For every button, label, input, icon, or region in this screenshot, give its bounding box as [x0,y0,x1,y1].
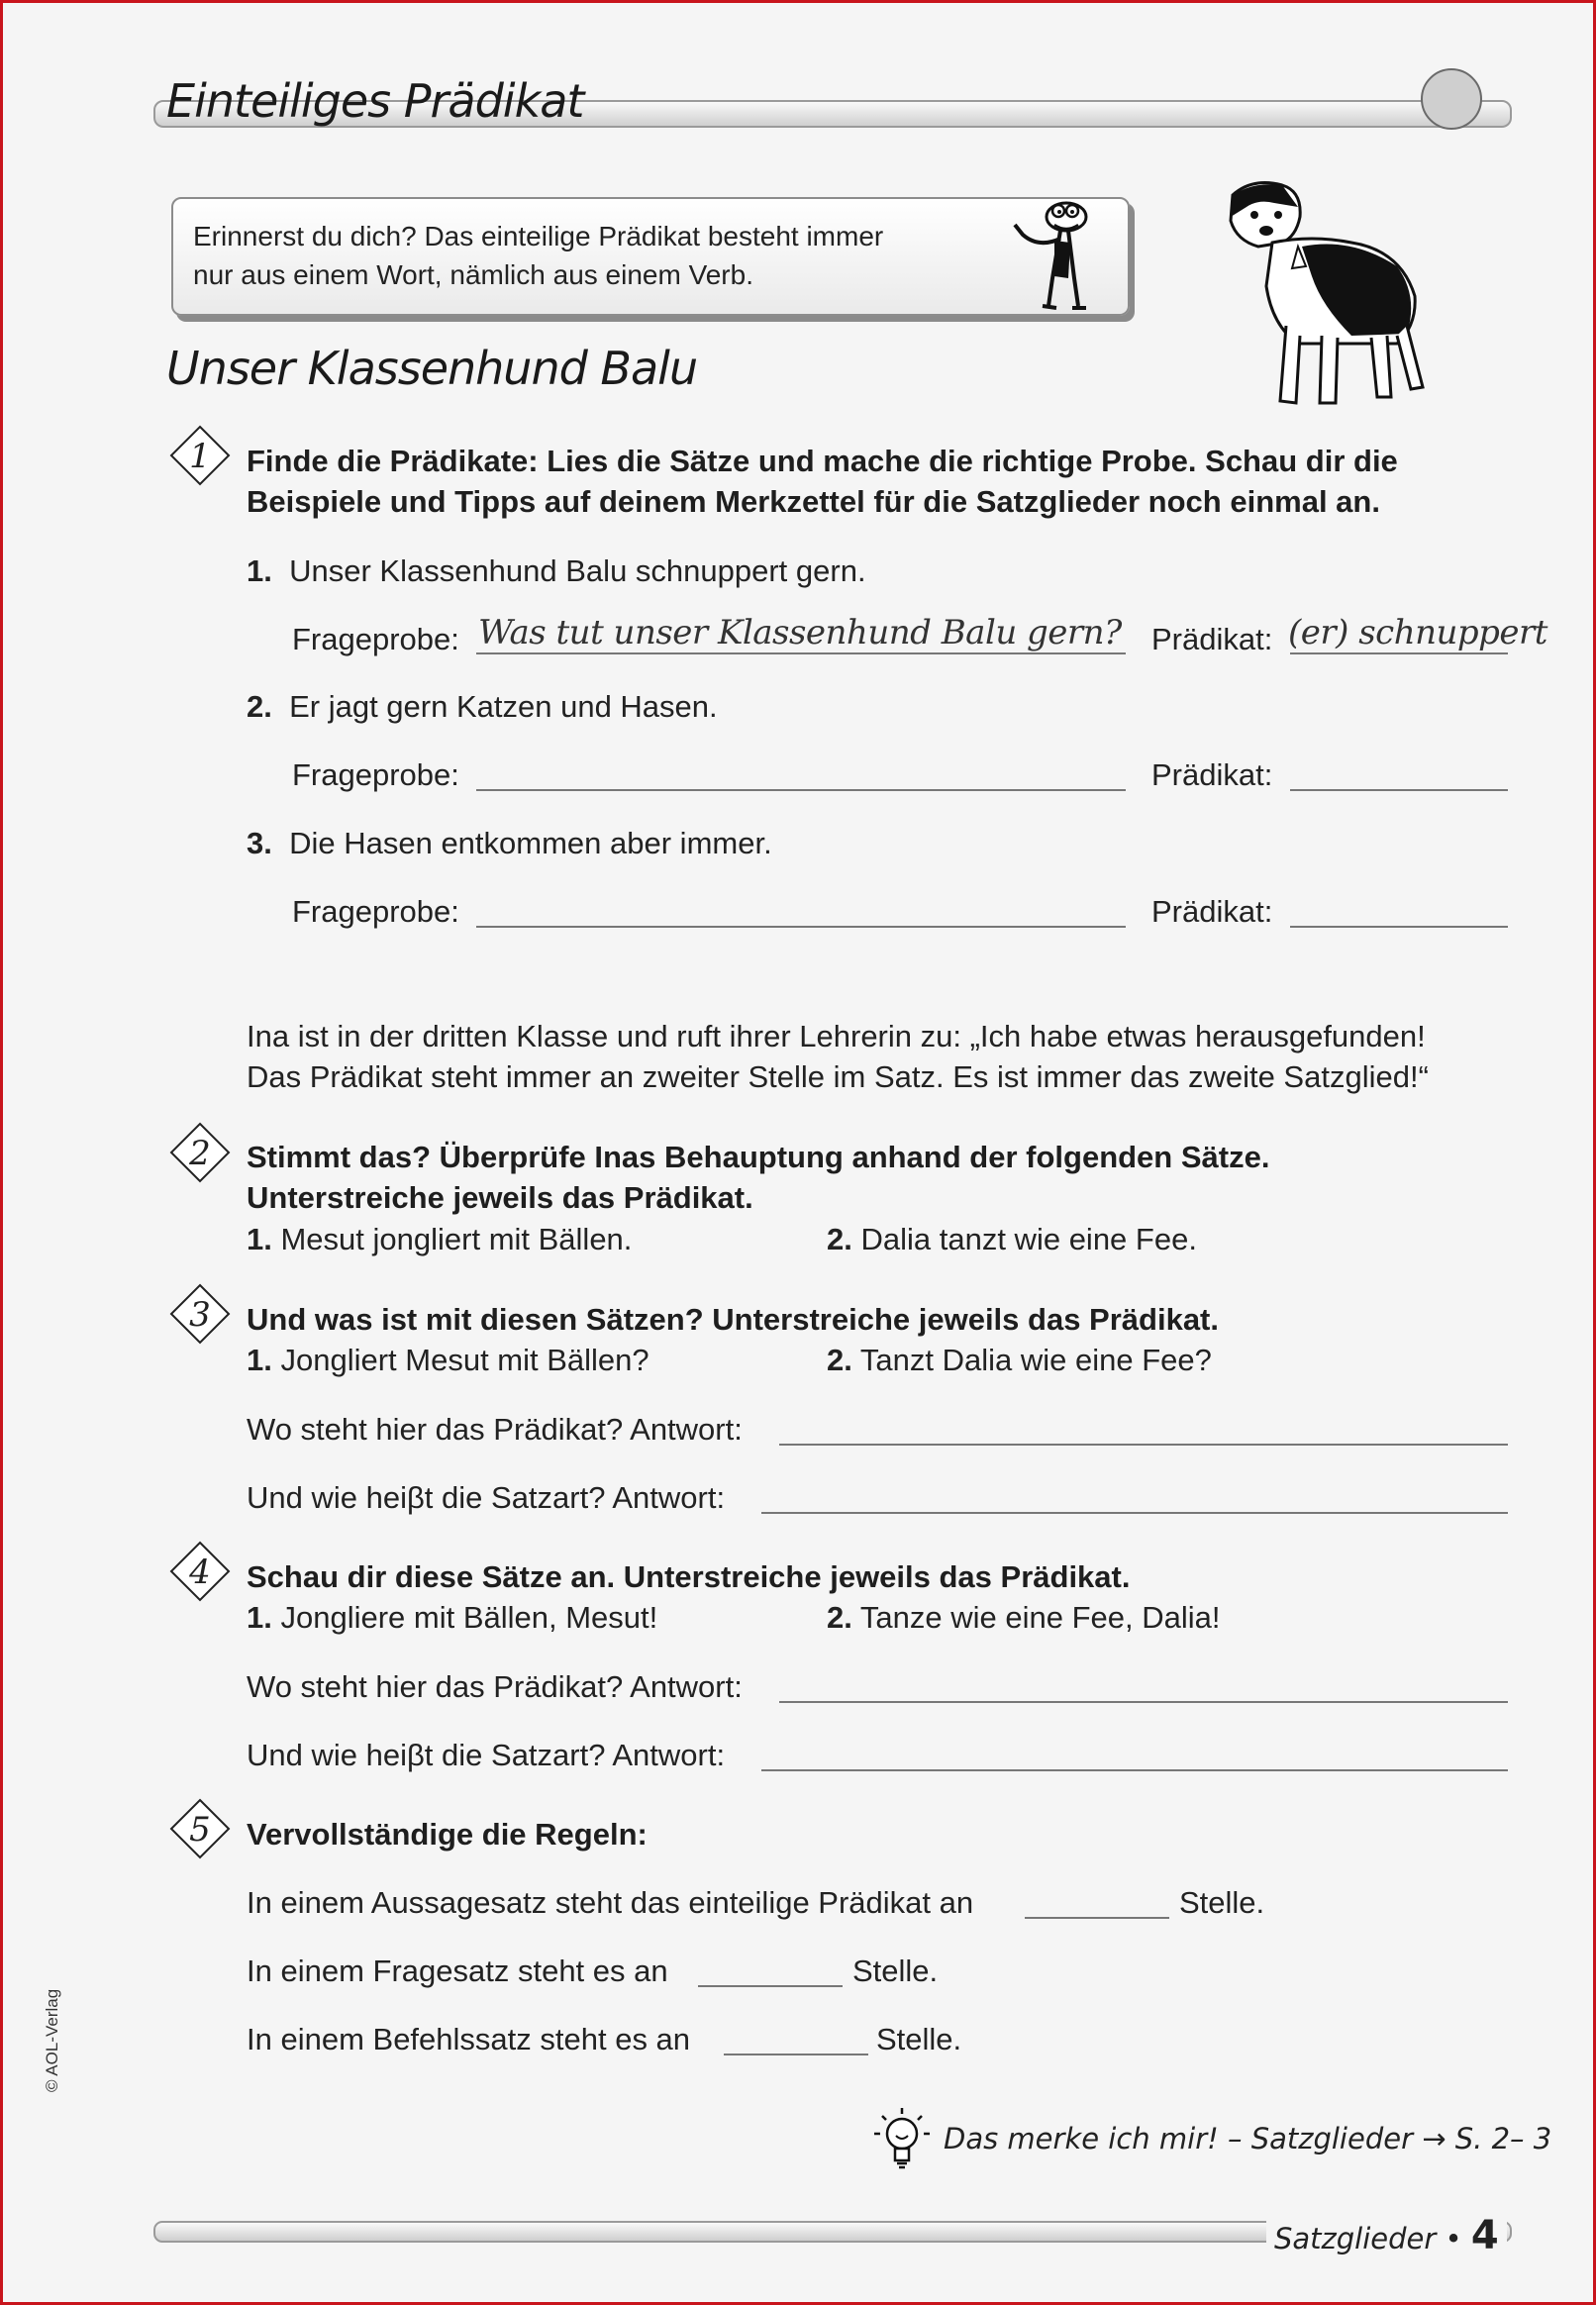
task-5-rule-3-field[interactable] [724,2054,868,2055]
page-number: 4 [1470,2213,1499,2258]
task-5-rule-2-end: Stelle. [852,1954,939,1988]
info-line-2: nur aus einem Wort, nämlich aus einem Verb. [193,259,753,290]
svg-text:4: 4 [189,1553,211,1592]
task-2-sentence-1: 1. Mesut jongliert mit Bällen. [247,1222,633,1256]
info-box-text [193,217,965,294]
task-5-rule-3-start: In einem Befehlssatz steht es an [247,2022,691,2056]
task-1-item-1-frageprobe-label: Frageprobe: [292,622,459,656]
task-4-sentence-1: 1. Jongliere mit Bällen, Mesut! [247,1600,658,1635]
task-3-question-sentence-type: Und wie heiβt die Satzart? Antwort: [247,1480,726,1515]
task-5-title: Vervollständige die Regeln: [247,1817,648,1852]
ina-statement-line-2: Das Prädikat steht immer an zweiter Stelle im Satz. Es ist immer das zweite Satzglied!“ [247,1059,1429,1094]
task-2-number-icon [169,1122,231,1183]
task-1-item-1-frageprobe-answer: Was tut unser Klassenhund Balu gern? [478,613,1122,652]
ina-statement [247,1016,1514,1097]
task-1-item-2: 2. Er jagt gern Katzen und Hasen. [247,689,718,724]
task-2-title-line-1: Stimmt das? Überprüfe Inas Behauptung anhand der folgenden Sätze. [247,1140,1270,1174]
task-1-item-1: 1. Unser Klassenhund Balu schnuppert gern. [247,553,866,588]
task-1-item-3-frageprobe-field[interactable] [476,926,1126,928]
task-5-rule-1-end: Stelle. [1179,1885,1265,1920]
task-1-title [247,441,1494,522]
task-3-question-position: Wo steht hier das Prädikat? Antwort: [247,1412,743,1447]
frog-mascot-icon [1009,199,1098,319]
lightbulb-icon [866,2104,936,2178]
page-title: Einteiliges Prädikat [166,74,584,128]
task-4-title: Schau dir diese Sätze an. Unterstreiche jeweils das Prädikat. [247,1559,1131,1594]
task-1-title-line-2: Beispiele und Tipps auf deinem Merkzettel für die Satzglieder noch einmal an. [247,484,1380,519]
task-3-number-icon [169,1283,231,1345]
task-2-sentence-2: 2. Dalia tanzt wie eine Fee. [827,1222,1197,1256]
task-1-number-icon [169,425,231,486]
svg-text:5: 5 [189,1810,211,1850]
task-4-sentence-2: 2. Tanze wie eine Fee, Dalia! [827,1600,1221,1635]
task-4-question-sentence-type: Und wie heiβt die Satzart? Antwort: [247,1738,726,1772]
corner-circle-decoration [1421,68,1482,130]
task-1-item-3-frageprobe-label: Frageprobe: [292,894,459,929]
task-5-number-icon [169,1798,231,1859]
merke-reference: Das merke ich mir! – Satzglieder → S. 2– 3 [944,2122,1552,2155]
task-4-number-icon [169,1541,231,1602]
task-1-item-1-praedikat-field[interactable] [1290,652,1508,654]
task-1-title-line-1: Finde die Prädikate: Lies die Sätze und mache die richtige Probe. Schau dir die [247,444,1398,478]
task-1-item-2-praedikat-label: Prädikat: [1151,757,1273,792]
task-5-rule-2-field[interactable] [698,1985,843,1987]
svg-text:2: 2 [189,1134,211,1173]
task-5-rule-1-start: In einem Aussagesatz steht das einteilige Prädikat an [247,1885,974,1920]
task-5-rule-1-field[interactable] [1025,1917,1169,1919]
task-1-item-2-praedikat-field[interactable] [1290,789,1508,791]
dog-illustration-icon [1203,177,1431,416]
ina-statement-line-1: Ina ist in der dritten Klasse und ruft ihrer Lehrerin zu: „Ich habe etwas herausgefunden! [247,1019,1426,1053]
task-1-item-1-praedikat-label: Prädikat: [1151,622,1273,656]
task-3-sentence-1: 1. Jongliert Mesut mit Bällen? [247,1343,649,1377]
copyright-notice: © AOL-Verlag [43,1988,61,2092]
section-heading: Unser Klassenhund Balu [166,342,698,395]
svg-text:1: 1 [189,437,211,476]
info-line-1: Erinnerst du dich? Das einteilige Prädikat besteht immer [193,221,884,251]
task-3-answer-sentence-type-field[interactable] [761,1512,1508,1514]
task-5-rule-3-end: Stelle. [876,2022,962,2056]
task-4-answer-sentence-type-field[interactable] [761,1769,1508,1771]
task-1-item-2-frageprobe-field[interactable] [476,789,1126,791]
task-1-item-3-praedikat-field[interactable] [1290,926,1508,928]
task-2-title-line-2: Unterstreiche jeweils das Prädikat. [247,1180,753,1215]
task-3-sentence-2: 2. Tanzt Dalia wie eine Fee? [827,1343,1212,1377]
footer-label: Satzglieder • 4 [1266,2213,1507,2258]
task-1-item-1-frageprobe-field[interactable] [476,652,1126,654]
task-3-answer-position-field[interactable] [779,1444,1508,1446]
task-2-title [247,1137,1494,1218]
task-3-title: Und was ist mit diesen Sätzen? Unterstreiche jeweils das Prädikat. [247,1302,1219,1337]
task-1-item-3-praedikat-label: Prädikat: [1151,894,1273,929]
task-4-answer-position-field[interactable] [779,1701,1508,1703]
task-1-item-3: 3. Die Hasen entkommen aber immer. [247,826,772,860]
task-5-rule-2-start: In einem Fragesatz steht es an [247,1954,668,1988]
task-4-question-position: Wo steht hier das Prädikat? Antwort: [247,1669,743,1704]
task-1-item-2-frageprobe-label: Frageprobe: [292,757,459,792]
svg-text:3: 3 [189,1295,211,1335]
task-1-item-1-praedikat-answer: (er) schnuppert [1288,613,1547,652]
